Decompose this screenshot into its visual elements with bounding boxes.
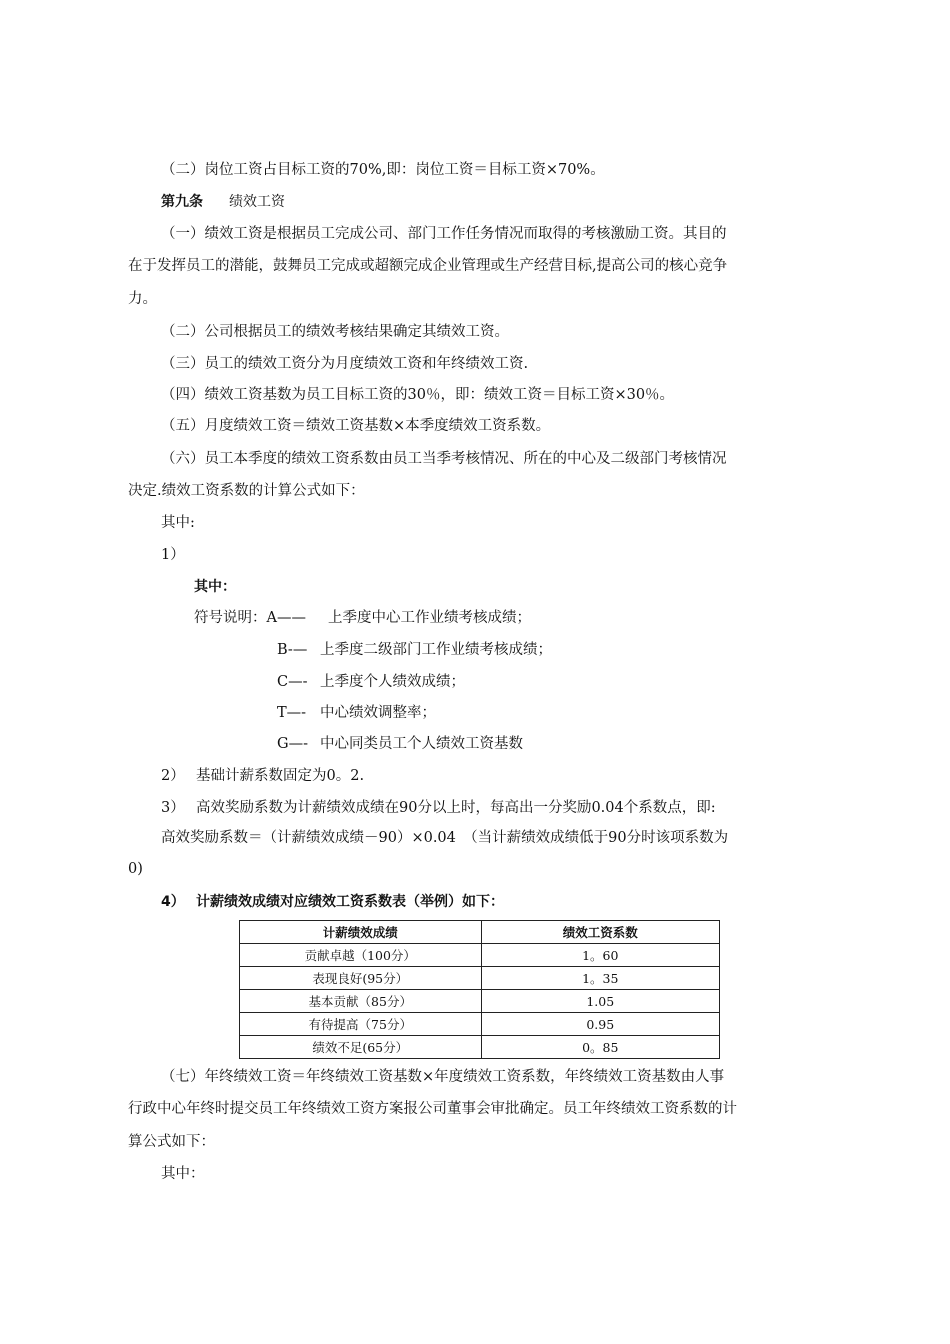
symbol-legend-c: 上季度个人绩效成绩； xyxy=(320,674,465,690)
subheading: 其中： xyxy=(194,579,236,595)
paragraph-line: （二）公司根据员工的绩效考核结果确定其绩效工资。 xyxy=(161,324,509,340)
table-cell: 1。35 xyxy=(481,967,720,990)
paragraph-line: （二）岗位工资占目标工资的70%,即：岗位工资＝目标工资×70%。 xyxy=(161,162,605,178)
list-number: 2） xyxy=(161,768,185,784)
table-row xyxy=(240,967,720,990)
table-header-row xyxy=(240,921,720,944)
table-row xyxy=(240,1013,720,1036)
table-cell: 0。85 xyxy=(481,1036,720,1059)
paragraph-line: （四）绩效工资基数为员工目标工资的30％，即：绩效工资＝目标工资×30％。 xyxy=(161,387,675,403)
table-cell: 0.95 xyxy=(481,1013,720,1036)
table-row xyxy=(240,944,720,967)
table-cell: 有待提高（75分） xyxy=(240,1013,482,1036)
paragraph-line: 在于发挥员工的潜能，鼓舞员工完成或超额完成企业管理或生产经营目标,提高公司的核心竞争 xyxy=(128,258,728,274)
symbol-legend-g: 中心同类员工个人绩效工资基数 xyxy=(320,736,523,752)
paragraph-line: 决定.绩效工资系数的计算公式如下： xyxy=(128,483,365,499)
paragraph-line: （六）员工本季度的绩效工资系数由员工当季考核情况、所在的中心及二级部门考核情况 xyxy=(161,451,727,467)
symbol-legend-c-key: C—- xyxy=(277,674,308,690)
paragraph-line: 其中: xyxy=(161,515,195,531)
paragraph-line: 基础计薪系数固定为0。2. xyxy=(196,768,365,784)
coefficient-table xyxy=(239,920,720,1059)
paragraph-line: （一）绩效工资是根据员工完成公司、部门工作任务情况而取得的考核激励工资。其目的 xyxy=(161,226,727,242)
table-cell: 绩效不足(65分） xyxy=(240,1036,482,1059)
article-heading xyxy=(161,192,285,212)
list-number: 1） xyxy=(161,547,185,563)
symbol-legend-a: 上季度中心工作业绩考核成绩； xyxy=(328,610,531,626)
table-cell: 贡献卓越（100分） xyxy=(240,944,482,967)
article-number: 第九条 xyxy=(161,194,203,210)
list-number: 3） xyxy=(161,800,185,816)
table-row xyxy=(240,1036,720,1059)
paragraph-line: 行政中心年终时提交员工年终绩效工资方案报公司董事会审批确定。员工年终绩效工资系数的计 xyxy=(128,1101,737,1117)
paragraph-line: （三）员工的绩效工资分为月度绩效工资和年终绩效工资. xyxy=(161,356,529,372)
table-cell: 1.05 xyxy=(481,990,720,1013)
paragraph-line: （五）月度绩效工资＝绩效工资基数×本季度绩效工资系数。 xyxy=(161,418,551,434)
list-number: 4） xyxy=(161,894,185,910)
paragraph-line: 高效奖励系数＝（计薪绩效成绩－90）×0.04 （当计薪绩效成绩低于90分时该项系数为 xyxy=(161,830,729,846)
table-header-cell: 计薪绩效成绩 xyxy=(240,921,482,944)
symbol-legend-b: 上季度二级部门工作业绩考核成绩； xyxy=(320,642,552,658)
table-cell: 表现良好(95分） xyxy=(240,967,482,990)
table-row xyxy=(240,990,720,1013)
article-title: 绩效工资 xyxy=(229,194,285,210)
table-header-cell: 绩效工资系数 xyxy=(481,921,720,944)
paragraph-line: 力。 xyxy=(128,291,157,307)
paragraph-line: 算公式如下： xyxy=(128,1134,215,1150)
symbol-legend-g-key: G—- xyxy=(277,736,308,752)
symbol-legend-b-key: B-— xyxy=(277,642,308,658)
symbol-legend-t: 中心绩效调整率； xyxy=(320,705,436,721)
symbol-legend-t-key: T—- xyxy=(277,705,307,721)
paragraph-line: （七）年终绩效工资＝年终绩效工资基数×年度绩效工资系数，年终绩效工资基数由人事 xyxy=(161,1069,725,1085)
symbol-legend-intro: 符号说明：A—— xyxy=(194,610,306,626)
paragraph-line: 其中： xyxy=(161,1166,205,1182)
paragraph-line: 0) xyxy=(128,861,143,877)
table-cell: 1。60 xyxy=(481,944,720,967)
table-caption: 计薪绩效成绩对应绩效工资系数表（举例）如下： xyxy=(196,894,504,910)
table-cell: 基本贡献（85分） xyxy=(240,990,482,1013)
paragraph-line: 高效奖励系数为计薪绩效成绩在90分以上时，每高出一分奖励0.04个系数点，即: xyxy=(196,800,716,816)
